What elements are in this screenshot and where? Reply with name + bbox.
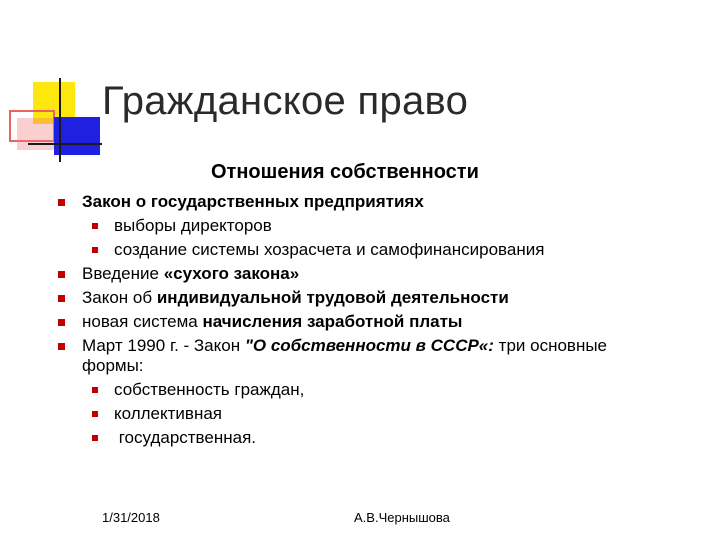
item-text: Март 1990 г. - Закон — [82, 336, 245, 355]
bullet-icon — [92, 411, 98, 417]
bullet-list — [48, 190, 708, 450]
item-text: Введение — [82, 264, 164, 283]
item-text: Закон об — [82, 288, 157, 307]
list-item — [48, 214, 708, 238]
list-item — [48, 378, 708, 402]
item-text-bold: «сухого закона» — [163, 264, 300, 283]
list-item — [48, 310, 708, 334]
list-item — [48, 286, 708, 310]
list-item — [48, 334, 708, 358]
item-text: создание системы хозрасчета и самофинансирования — [114, 240, 545, 259]
item-text-bold: начисления заработной платы — [202, 312, 463, 331]
item-text: коллективная — [114, 404, 222, 423]
item-text: новая система — [82, 312, 203, 331]
bullet-icon — [58, 295, 65, 302]
logo-vertical-line — [59, 78, 61, 162]
bullet-icon — [92, 247, 98, 253]
item-text: государственная. — [114, 428, 257, 447]
item-text-bold-italic: "О собственности в СССР«: — [244, 336, 494, 355]
list-item — [48, 262, 708, 286]
item-text: выборы директоров — [114, 216, 272, 235]
bullet-icon — [92, 435, 98, 441]
item-text-bold: Закон о государственных предприятиях — [82, 192, 424, 211]
logo-red-square — [9, 110, 55, 142]
item-text: три основные — [493, 336, 608, 355]
footer-author: А.В.Чернышова — [354, 510, 450, 525]
list-item — [48, 402, 708, 426]
logo-horizontal-line — [28, 143, 102, 145]
item-text-bold: индивидуальной трудовой деятельности — [156, 288, 509, 307]
logo-decoration — [0, 0, 110, 175]
item-text: собственность граждан, — [114, 380, 305, 399]
list-item — [48, 426, 708, 450]
bullet-icon — [92, 223, 98, 229]
bullet-icon — [58, 343, 65, 350]
bullet-icon — [58, 271, 65, 278]
footer-date: 1/31/2018 — [102, 510, 160, 525]
bullet-icon — [58, 319, 65, 326]
slide-subtitle: Отношения собственности — [211, 161, 479, 183]
bullet-icon — [58, 199, 65, 206]
list-item — [48, 190, 708, 214]
slide-title: Гражданское право — [102, 79, 469, 123]
list-item — [48, 238, 708, 262]
bullet-icon — [92, 387, 98, 393]
item-continuation: формы: — [82, 356, 144, 375]
